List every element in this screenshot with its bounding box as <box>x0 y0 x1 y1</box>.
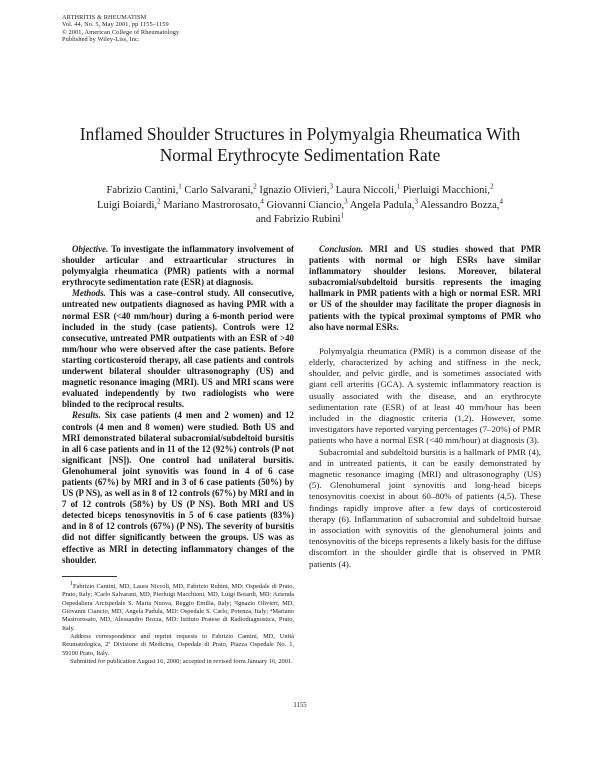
journal-copyright: © 2001, American College of Rheumatology <box>62 28 180 36</box>
abstract-left <box>62 244 294 566</box>
title-line-1: Inflamed Shoulder Structures in Polymyalgia Rheumatica With <box>79 124 521 144</box>
page-number: 1155 <box>293 702 307 709</box>
author: Pierluigi Macchioni, <box>400 185 491 196</box>
article-title <box>50 124 550 166</box>
abstract-results <box>62 410 294 565</box>
affiliation-marker: 1 <box>396 182 401 191</box>
affiliation-marker: 2 <box>253 182 257 191</box>
abstract-conclusion <box>309 244 541 333</box>
journal-name: ARTHRITIS & RHEUMATISM <box>62 14 147 21</box>
methods-text: This was a case–control study. All consecutive, untreated new outpatients diagnosed as having PMR with a normal ESR (<40 mm/hour) during a 6-month period were included in the study (case patients). Controls were 12 consecutive, untreated PMR outpatients with an ESR of >40 mm/hour who were observed after the case patients. Before starting corticosteroid therapy, all case patients and controls underwent bilateral shoulder ultrasonography (US) and magnetic resonance imaging (MRI). US and MRI scans were evaluated independently by two radiologists who were blinded to the reciprocal results. <box>62 288 294 410</box>
journal-header <box>62 14 179 44</box>
footnote-affiliations: $^1$Fabrizio Cantini, MD, Laura Niccoli, MD, Fabrizio Rubini, MD: Ospedale di Prato, Prato, Italy; ²Carlo Salvarani, MD, Pierluigi Macchioni, MD, Luigi Boiardi, MD: Azienda Ospedaliera Arcispedale S. Maria Nuova, Reggio Emilia, Italy; ³Ignazio Olivieri, MD, Giovanni Ciancio, MD, Angela Padula, MD: Ospedale S. Carlo, Potenza, Italy; ⁴Mariano Mastrorosato, MD, Alessandro Bozza, MD: Istituto Pratese di Radiodiagnostica, Prato, Italy. <box>62 581 294 632</box>
author-line-3 <box>70 213 530 228</box>
affiliation-marker: 3 <box>414 196 418 205</box>
affiliation-marker: 3 <box>344 196 348 205</box>
methods-label: Methods. <box>72 288 106 299</box>
footnote-submitted: Submitted for publication August 16, 2000; accepted in revised form January 16, 2001. <box>70 657 293 665</box>
conclusion-label: Conclusion. <box>319 244 364 254</box>
objective-text: To investigate the inflammatory involvement of shoulder articular and extraarticular structures in polymyalgia rheumatica (PMR) patients with a normal erythrocyte sedimentation rate (ESR) at diagnosis. <box>62 244 294 288</box>
affiliation-marker: 2 <box>490 182 494 191</box>
body-paragraph-2: Subacromial and subdeltoid bursitis is a hallmark of PMR (4), and in untreated patients, it can be easily demonstrated by magnetic resonance imaging (MRI) and ultrasonography (US) (5). Glenohumeral joint synovitis and long-head biceps tenosynovitis coexist in about 60–80% of patients (4,5). These findings rapidly improve after a few days of corticosteroid therapy (6). Inflammation of subacromial and subdeltoid bursae in association with synovitis of the glenohumeral joints and tenosynovitis of the biceps represents a likely basis for the diffuse discomfort in the shoulder girdle that is observed in PMR patients (4). <box>309 446 541 569</box>
abstract-right <box>309 244 541 333</box>
affiliation-marker: 4 <box>499 196 503 205</box>
objective-label: Objective. <box>72 244 109 254</box>
author-list <box>70 184 530 228</box>
left-column <box>62 244 294 566</box>
author: Fabrizio Cantini, <box>106 185 179 196</box>
journal-publisher: Published by Wiley-Liss, Inc. <box>62 36 140 44</box>
author: Ignazio Olivieri, <box>256 185 330 196</box>
affiliation-marker: 4 <box>260 196 264 205</box>
author-line-2 <box>70 196 530 214</box>
author: Alessandro Bozza, <box>417 199 500 211</box>
results-label: Results. <box>72 410 101 421</box>
author: Giovanni Ciancio, <box>263 199 345 211</box>
footnote-divider <box>62 576 117 577</box>
author: and Fabrizio Rubini <box>255 214 341 225</box>
author-line-1 <box>70 184 530 199</box>
affiliation-marker: 1 <box>178 182 182 191</box>
affiliation-marker: 1 <box>70 581 73 587</box>
journal-volume: Vol. 44, No. 5, May 2001, pp 1155–1159 <box>62 21 169 29</box>
body-text <box>309 346 541 570</box>
author: Mariano Mastrorosato, <box>160 199 261 211</box>
affiliation-marker: 3 <box>329 182 333 191</box>
abstract-objective <box>62 244 294 288</box>
affiliation-marker: 2 <box>157 196 161 205</box>
author: Angela Padula, <box>347 199 415 211</box>
results-text: Six case patients (4 men and 2 women) and 12 controls (4 men and 8 women) were studied. Both US and MRI demonstrated bilateral subacromial/subdeltoid bursitis in all 6 case patients and in 11 of the 12 (92%) controls (P not significant [NS]). One control had unilateral bursitis. Glenohumeral joint synovitis was found in 4 of 6 case patients (67%) by MRI and in 3 of 6 case patients (50%) by US (P NS), as well as in 8 of 12 controls (67%) by MRI and in 7 of 12 controls (58%) by US (P NS). Both MRI and US detected biceps tenosynovitis in 5 of 6 case patients (83%) and in 8 of 12 controls (67%) (P NS). The severity of bursitis did not differ significantly between the groups. US was as effective as MRI in detecting inflammatory changes of the shoulder. <box>62 410 294 565</box>
author: Carlo Salvarani, <box>181 185 254 196</box>
footnotes <box>62 580 294 666</box>
abstract-methods <box>62 288 294 410</box>
footnote-address: Address correspondence and reprint requests to Fabrizio Cantini, MD, Unità Reumatologica, 2ª Divisione di Medicina, Ospedale di Prato, Piazza Ospedale No. 1, 59100 Prato, Italy. <box>62 632 294 657</box>
body-paragraph-1: Polymyalgia rheumatica (PMR) is a common disease of the elderly, characterized by aching and stiffness in the neck, shoulder, and pelvic girdle, and is sometimes associated with giant cell arteritis (GCA). A systemic inflammatory reaction is usually associated with the disease, and an erythrocyte sedimentation rate (ESR) of at least 40 mm/hour has been included in the diagnostic criteria (1,2). However, some investigators have reported varying percentages (7–20%) of PMR patients who have a normal ESR (<40 mm/hour) at diagnosis (3). <box>309 345 541 446</box>
title-line-2: Normal Erythrocyte Sedimentation Rate <box>159 145 441 165</box>
author: Laura Niccoli, <box>332 185 397 196</box>
affiliation-marker: 1 <box>340 211 345 220</box>
conclusion-text: MRI and US studies showed that PMR patients with normal or high ESRs have similar inflammatory shoulder lesions. Moreover, bilateral subacromial/subdeltoid bursitis represents the imaging hallmark in PMR patients with a high or normal ESR. MRI or US of the shoulder may facilitate the proper diagnosis in patients with the typical proximal symptoms of PMR who also have normal ESRs. <box>309 244 541 332</box>
author: Luigi Boiardi, <box>97 199 158 211</box>
right-column <box>309 244 541 570</box>
